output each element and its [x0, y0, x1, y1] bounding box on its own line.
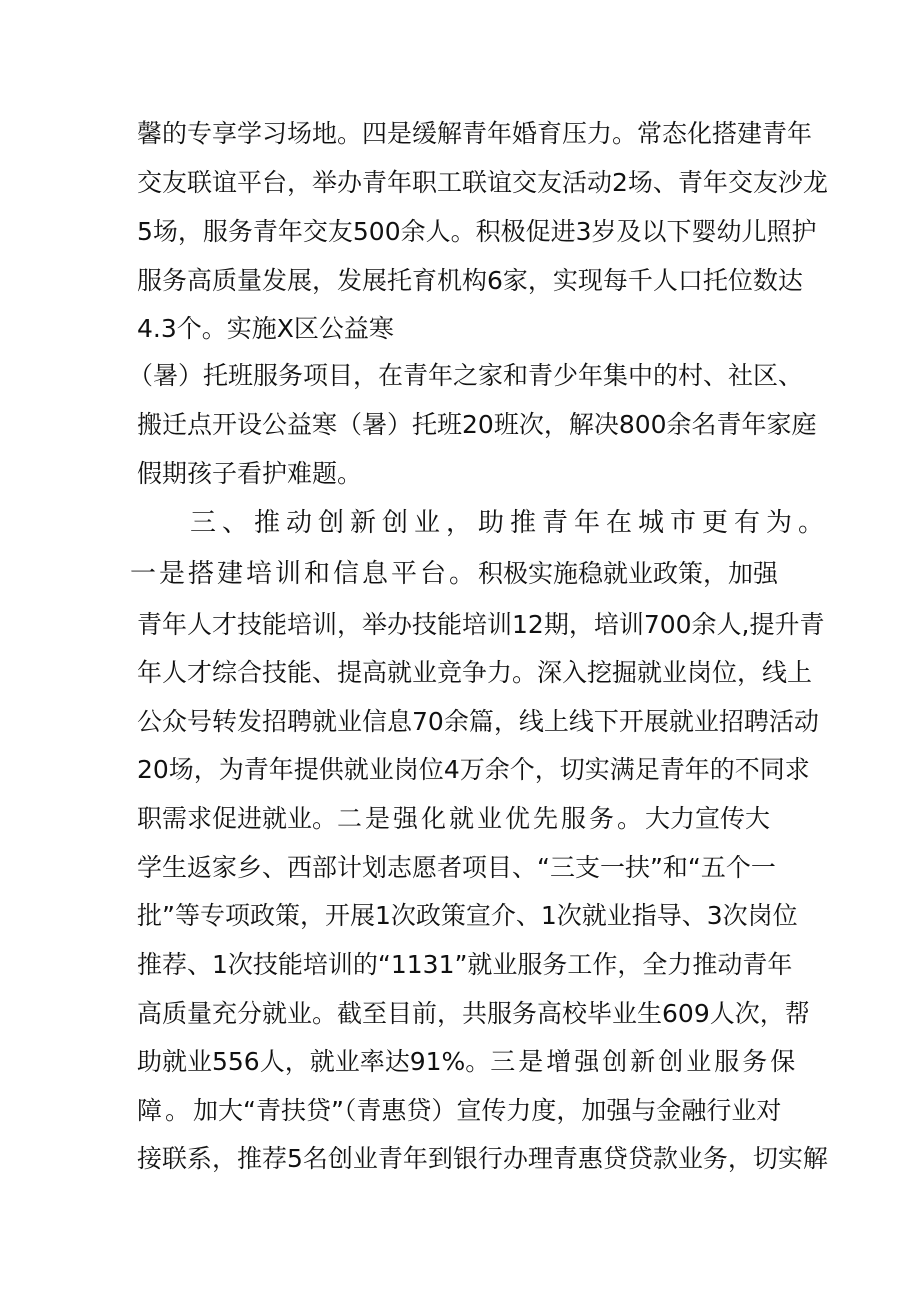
text-line-19: 高质量充分就业。截至目前，共服务高校毕业生609人次，帮 — [137, 999, 810, 1028]
text-line-20 — [137, 1044, 798, 1080]
text-line-15 — [137, 801, 770, 837]
sub-heading-2: 二是强化就业优先服务。 — [337, 804, 646, 833]
text-line-6: （暑）托班服务项目，在青年之家和青少年集中的村、社区、 — [128, 361, 804, 390]
text-line-8: 假期孩子看护难题。 — [137, 459, 363, 488]
text-line-10 — [130, 556, 778, 592]
text-line-21 — [137, 1093, 781, 1129]
text-line-17: 批”等专项政策，开展1次政策宣介、1次就业指导、3次岗位 — [137, 901, 798, 930]
text-line-21-rest: 加大“青扶贷”（青惠贷）宣传力度，加强与金融行业对 — [193, 1096, 782, 1125]
text-line-11: 青年人才技能培训，举办技能培训12期，培训700余人,提升青 — [137, 610, 825, 639]
text-line-20-start: 助就业556人，就业率达91%。 — [137, 1047, 491, 1076]
text-line-16: 学生返家乡、西部计划志愿者项目、“三支一扶”和“五个一 — [137, 853, 776, 882]
text-line-1: 馨的专享学习场地。四是缓解青年婚育压力。常态化搭建青年 — [137, 119, 813, 148]
text-line-2: 交友联谊平台，举办青年职工联谊交友活动2场、青年交友沙龙 — [137, 168, 828, 197]
text-line-15-start: 职需求促进就业。 — [137, 804, 338, 833]
text-line-18: 推荐、1次技能培训的“1131”就业服务工作，全力推动青年 — [137, 950, 793, 979]
sub-heading-3: 三是增强创新创业服务保 — [490, 1047, 799, 1076]
text-line-7: 搬迁点开设公益寒（暑）托班20班次，解决800余名青年家庭 — [137, 410, 817, 439]
sub-heading-3-end: 障。 — [137, 1096, 194, 1125]
text-line-22: 接联系，推荐5名创业青年到银行办理青惠贷贷款业务，切实解 — [137, 1144, 828, 1173]
text-line-3: 5场，服务青年交友500余人。积极促进3岁及以下婴幼儿照护 — [137, 217, 817, 246]
text-line-10-rest: 积极实施稳就业政策，加强 — [478, 559, 779, 588]
sub-heading-1: 一是搭建培训和信息平台。 — [130, 559, 479, 589]
text-line-4: 服务高质量发展，发展托育机构6家，实现每千人口托位数达 — [137, 266, 803, 295]
text-line-13: 公众号转发招聘就业信息70余篇，线上线下开展就业招聘活动 — [137, 707, 819, 736]
text-line-5: 4.3个。实施X区公益寒 — [137, 314, 394, 343]
text-line-15-end: 大力宣传大 — [645, 804, 771, 833]
text-line-12: 年人才综合技能、提高就业竞争力。深入挖掘就业岗位，线上 — [137, 658, 813, 687]
section-heading: 三、推动创新创业，助推青年在城市更有为。 — [190, 508, 831, 538]
text-line-14: 20场，为青年提供就业岗位4万余个，切实满足青年的不同求 — [137, 755, 810, 784]
